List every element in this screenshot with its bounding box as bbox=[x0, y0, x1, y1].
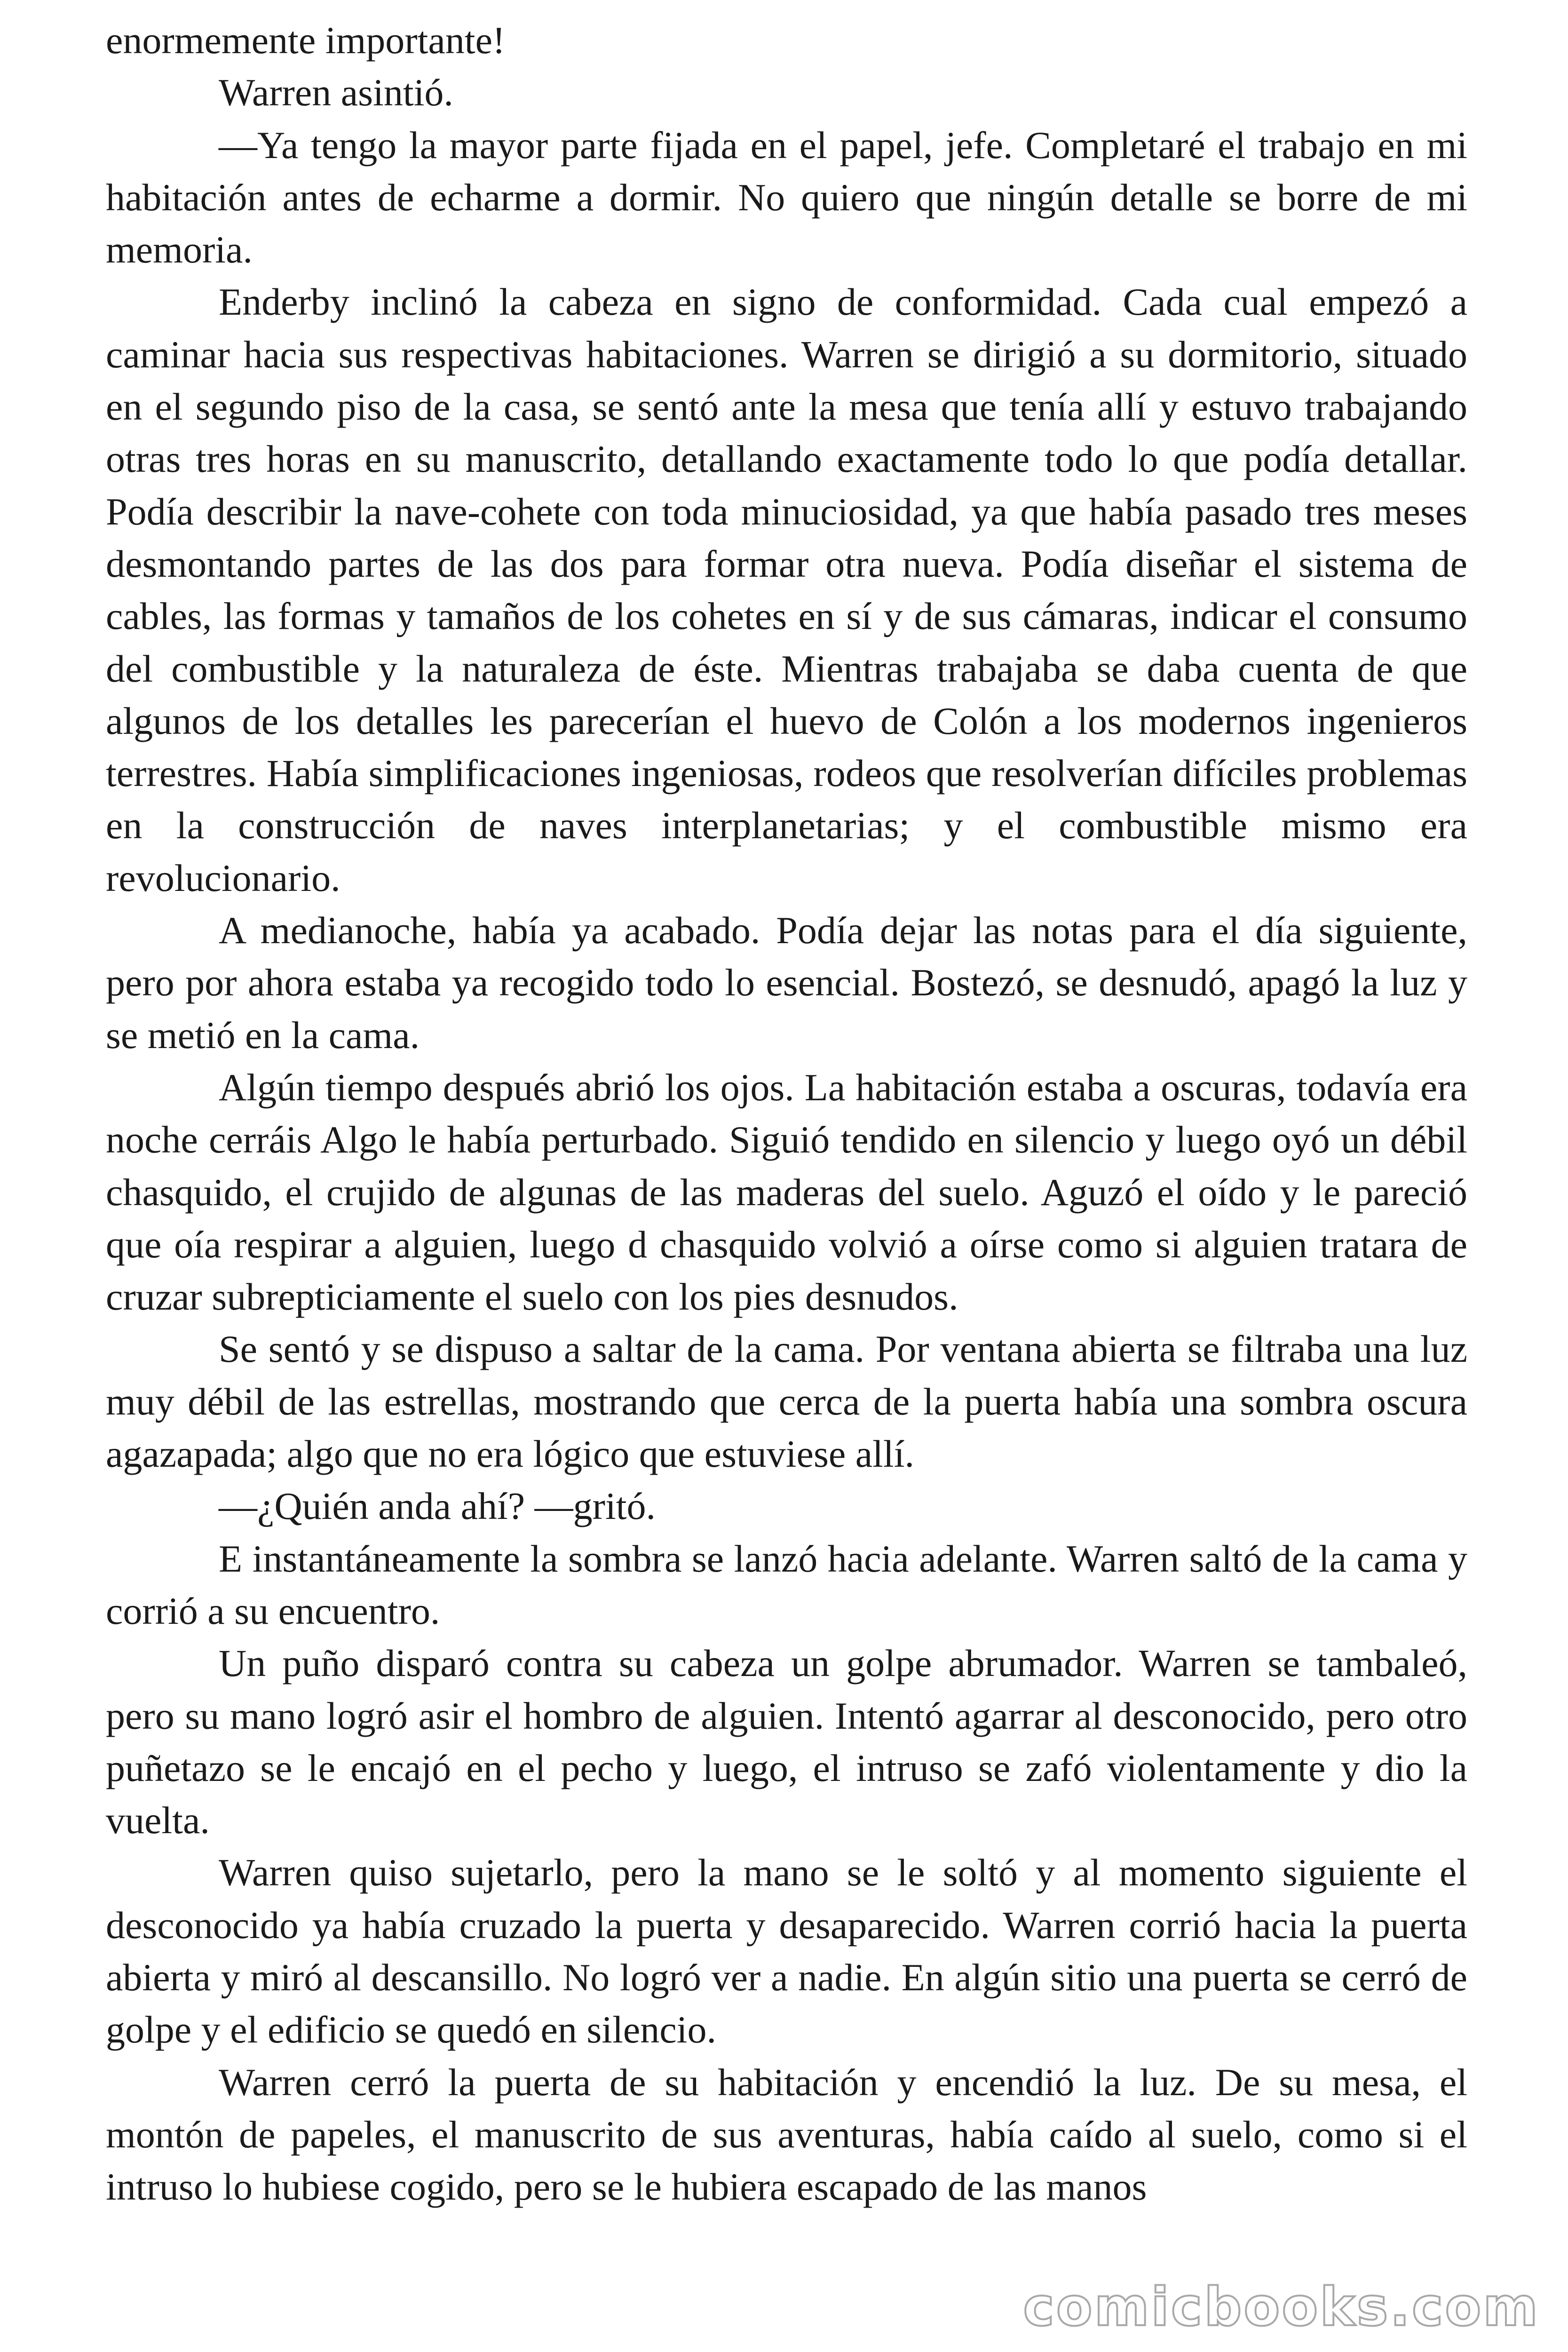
paragraph: —¿Quién anda ahí? —gritó. bbox=[219, 1485, 656, 1528]
paragraph: Warren cerró la puerta de su habitación y encendió la luz. De su mesa, el montón de papeles, el manuscrito de sus aventuras, había caído al suelo, como si el intruso lo hubiese cogido, pero se le hubiera escapado de las manos bbox=[106, 2060, 1467, 2209]
paragraph: Algún tiempo después abrió los ojos. La habitación estaba a oscuras, todavía era noche cerráis Algo le había perturbado. Siguió tendido en silencio y luego oyó un débil chasquido, el crujido de algunas de las maderas del suelo. Aguzó el oído y le pareció que oía respirar a alguien, luego d chasquido volvió a oírse como si alguien tratara de cruzar subrepticiamente el suelo con los pies desnudos. bbox=[106, 1065, 1467, 1319]
watermark: comicbooks.com bbox=[1023, 2277, 1540, 2338]
paragraph: E instantáneamente la sombra se lanzó hacia adelante. Warren saltó de la cama y corrió a su encuentro. bbox=[106, 1537, 1467, 1632]
paragraph: Se sentó y se dispuso a saltar de la cama. Por ventana abierta se filtraba una luz muy débil de las estrellas, mostrando que cerca de la puerta había una sombra oscura agazapada; algo que no era lógico que estuviese allí. bbox=[106, 1327, 1467, 1476]
paragraph: Warren asintió. bbox=[219, 71, 453, 114]
paragraph-continuation: enormemente importante! bbox=[106, 19, 506, 62]
paragraph: Enderby inclinó la cabeza en signo de conformidad. Cada cual empezó a caminar hacia sus respectivas habitaciones. Warren se dirigió a su dormitorio, situado en el segundo piso de la casa, se sentó ante la mesa que tenía allí y estuvo trabajando otras tres horas en su manuscrito, detallando exactamente todo lo que podía detallar. Podía describir la nave-cohete con toda minuciosidad, ya que había pasado tres meses desmontando partes de las dos para formar otra nueva. Podía diseñar el sistema de cables, las formas y tamaños de los cohetes en sí y de sus cámaras, indicar el consumo del combustible y la naturaleza de éste. Mientras trabajaba se daba cuenta de que algunos de los detalles les parecerían el huevo de Colón a los modernos ingenieros terrestres. Había simplificaciones ingeniosas, rodeos que resolverían difíciles problemas en la construcción de naves interplanetarias; y el combustible mismo era revolucionario. bbox=[106, 280, 1467, 899]
paragraph: A medianoche, había ya acabado. Podía dejar las notas para el día siguiente, pero por ahora estaba ya recogido todo lo esencial. Bostezó, se desnudó, apagó la luz y se metió en la cama. bbox=[106, 909, 1467, 1057]
paragraph: Un puño disparó contra su cabeza un golpe abrumador. Warren se tambaleó, pero su mano logró asir el hombro de alguien. Intentó agarrar al desconocido, pero otro puñetazo se le encajó en el pecho y luego, el intruso se zafó violentamente y dio la vuelta. bbox=[106, 1642, 1467, 1842]
page-text bbox=[106, 14, 1467, 2213]
paragraph: —Ya tengo la mayor parte fijada en el papel, jefe. Completaré el trabajo en mi habitación antes de echarme a dormir. No quiero que ningún detalle se borre de mi memoria. bbox=[106, 123, 1467, 271]
paragraph: Warren quiso sujetarlo, pero la mano se le soltó y al momento siguiente el desconocido ya había cruzado la puerta y desaparecido. Warren corrió hacia la puerta abierta y miró al descansillo. No logró ver a nadie. En algún sitio una puerta se cerró de golpe y el edificio se quedó en silencio. bbox=[106, 1851, 1467, 2051]
